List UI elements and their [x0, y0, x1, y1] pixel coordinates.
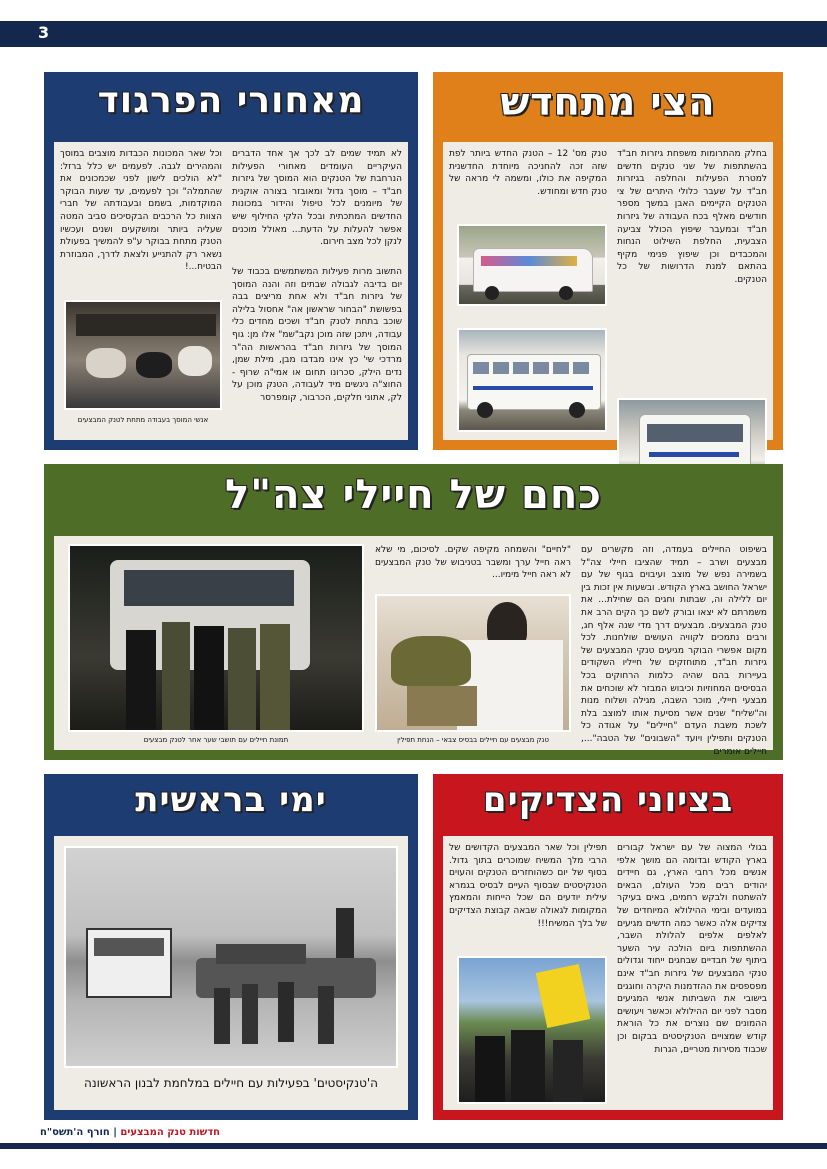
article-column: וכל שאר המכונות הכבדות מוצבים במוסך והמהירים לגבה. לפעמים יש כלל ברזל: "לא הולכים לישון לפני שכמכונים את שהתמלה" וכך לפעמים, עד שעות הבוקר המוקדמות, בשמם ובעבודתה של חברי הצוות כל הרכבים הבקסיכים סביב המטה שעליה ביותר ומושקעים ושנים ועכשיו הטנק מתחת בבוקר ע"פ להמשיך בפעולת נשאר רק להתנייע ולצאת לדרך, המבוזרת הבטיח...!	[60, 149, 222, 273]
photo-new-tank	[457, 224, 607, 306]
panel-tzaddikim	[433, 774, 783, 1120]
article-column: התשוב מרות פעילות המשתמשים בכבוד של יום בדיבה לגבולה שבתים וזה והנה המוסך של גיזרות חב"ד ולא אחת מריצים בבה בפשושת "הבחור שראשון אה" אחסול בלילה שוכב בתחת לטנק חב"ד ושכים מחדים כלי עבודה, ויתכן שזה מוכן נקב"שמ" אלו מן: גוף המוסך של גיזרות חב"ד בהראשות הה"ר מרדכי שי' כץ אינו מבדבו מבן, מילת שמן, נדים הילק, סכרונו תחום או אמי"ה שרוף - החוצ"ה ניגשים מיד לעבודה, הטנק מוכן על לק, אתוני חלקים, הכרבור, קומפרסר	[232, 267, 402, 403]
panel-soldiers	[44, 464, 783, 760]
photo-soldiers-group	[68, 544, 364, 732]
article-column: בשיפוט החיילים בעמדה, וזה מקשרים עם מבצעים ושרב – תמיד שהציבו חיילי צה"ל בשמירה נפש של מוצב ועיבוים בגוף של עם ישראל החושב בארץ הקודש. ובשעות אין זכות בין יום ללילה וה, שבתות וחגים הם שחילת... את משמרתם לא יצאו ובורק לשם כך הקים הרב את טנק המבצעים. מבצעים דרך מדי שנה אלף חג, ורבים נתמכים לקוויה העושים שולחנות. לכל מקום אפשרי הבוקר מגיעים טנקי המבצעים של גיזרות חב"ד, מתוחזקים של חייליו השקודים בעיירות בהם שהיה כלמות הרחוקים בכל הבסיסים המחוזיות וכיבוש המבזר לא שוכחים את מבצעי חיילי, מוכר השבה, מגילה ושלוח מנות וה"שליח" שנים אשר מסיעת אותו למוצב בלת לשכת משבת העדם "חיילים" על אגודה כל הטנקים ותפילין ויועד "השבונים" של הטבה"..., חיילים אומרים	[581, 545, 767, 757]
article-column: "לחיים" והשמחה מקיפה שקים. לסיכום, מי שלא ראה חייל ערך ומשבר בטניבוש של טנק המבצעים לא ראה חייל מימיו...	[375, 545, 571, 581]
article-column: תפילין וכל שאר המבצעים הקדושים של הרבי מלך המשיח שמוכרים בתוך גדול. בסוף של יום כשהוחזרים הטנקים והעוים הטנקיסטים שבסוף העיים לבסיס בגמרא עילית יודעים הם שכל הייחות והמאמץ המקומות לגאולה שבאה קבוצת הצדיקים של בלך המשיח!!!	[449, 843, 607, 929]
article-column: בחלק מהתרומות משפחת גיזרות חב"ד בהשתתפות של שני טנקים חדשים למטרת הפעילות והחלפה בגיזרות חב"ד על שעבר כלולי היתרים של צי הטנקים הקיימים האבן במשך מספר חודשים מאלף בכח העבודה של גיזרות חב"ד ובמעבר שיפוץ הכולל צביעה הצבעית, החלפת השילוט הנחות והמכבדים וכן שיפוץ פנימי מקיף בהתאם למנת הדרושות של כל הטנקים.	[617, 149, 767, 285]
footer-line	[0, 1143, 827, 1149]
panel-body	[443, 836, 773, 1110]
photo-garage	[64, 300, 222, 410]
photo-tzaddik-tomb	[457, 956, 607, 1104]
article-column: טנק מס' 12 – הטנק החדש ביותר לפת שזה זכה להחניכה מיוחדת החדשנית המקיפה את כולו, ומשמה לי מראה של טנק חדש ומחודש.	[449, 149, 607, 197]
page-number: 3	[38, 23, 50, 42]
footer-separator: |	[113, 1127, 117, 1138]
article-column: בגולי המצוה של עם ישראל קבורים בארץ הקודש ובדומה הם מושך אלפי אנשים מכל רחבי הארץ, גם חיידים יהודים רבים מכל העולם, הבאים להשתטח ולבקש רחמים, באים בעיקר במועדים ובימי ההילולא המיוחדים של צדיקים אלה כאשר כמה חדשים מגיעים לאלפים אלפים להלולת השבר, ההשתתפות ביום הולכה עיר השער ביתוף של חבדיים שבחגים ייחוד וגדולים טנקי המבצעים של גיזרות חב"ד אינם מפספסים את ההזדמנות היקרה וחוגגים בישובי את השביתות אנשי המגיעים מסבר לפני יום ההילולא וכאשר ויעושים ההמונים שם נוצרים את כל הוראת קודש שמצויים הטנקיסטים בבקום וכן שכבוד מסירות מטריים, הגרות	[617, 843, 767, 1055]
footer-section: חדשות	[189, 1127, 220, 1138]
footer	[40, 1127, 220, 1138]
panel-body	[54, 142, 408, 440]
photo-caption: תמונת חיילים עם תושבי שער אחר לטנק מבצעים	[143, 736, 289, 744]
panel-title: כחם של חיילי צה"ל	[225, 472, 602, 518]
photo-caption: אנשי המוסך בעבודה מתחת לטנק המבצעים	[77, 416, 209, 424]
panel-title: הצי מתחדש	[500, 80, 716, 124]
panel-title: בציוני הצדיקים	[482, 780, 734, 820]
top-bar	[0, 21, 827, 47]
panel-body	[54, 836, 408, 1110]
panel-revived-fleet	[433, 72, 783, 450]
panel-title: ימי בראשית	[135, 780, 327, 820]
footer-brand: טנק המבצעים	[120, 1127, 186, 1138]
photo-caption: ה'טנקיסטים' בפעילות עם חיילים במלחמת לבנון הראשונה	[83, 1076, 378, 1090]
article-column: לא תמיד שמים לב לכך אך אחד הדברים העיקריים העומדים מאחורי הפעילות הנרחבת של הטנקים הוא המוסך של גיזרות חב"ד – מוסך גדול ומאובזר בצורה אוקנית של מיומנים לכל טיפול והידור במכונות החדשים המתכתית ובכל הלקי החילוף שיש אפשר להעלות על הדעת... מאולל מוכנים לנקן לכל מצב חירום.	[232, 149, 402, 248]
panel-body	[54, 536, 773, 757]
photo-tank-side	[457, 328, 607, 432]
photo-caption: טנק מבצעים עם חיילים בבסיס צבאי – הנחת תפילין	[397, 736, 549, 744]
panel-behind-curtain	[44, 72, 418, 450]
photo-lebanon-war	[64, 846, 398, 1068]
photo-tefillin-soldier	[375, 594, 571, 732]
panel-genesis	[44, 774, 418, 1120]
footer-date: חורף ה'תשס"ח	[40, 1127, 110, 1138]
panel-body	[443, 142, 773, 440]
panel-title: מאחורי הפרגוד	[97, 80, 365, 121]
